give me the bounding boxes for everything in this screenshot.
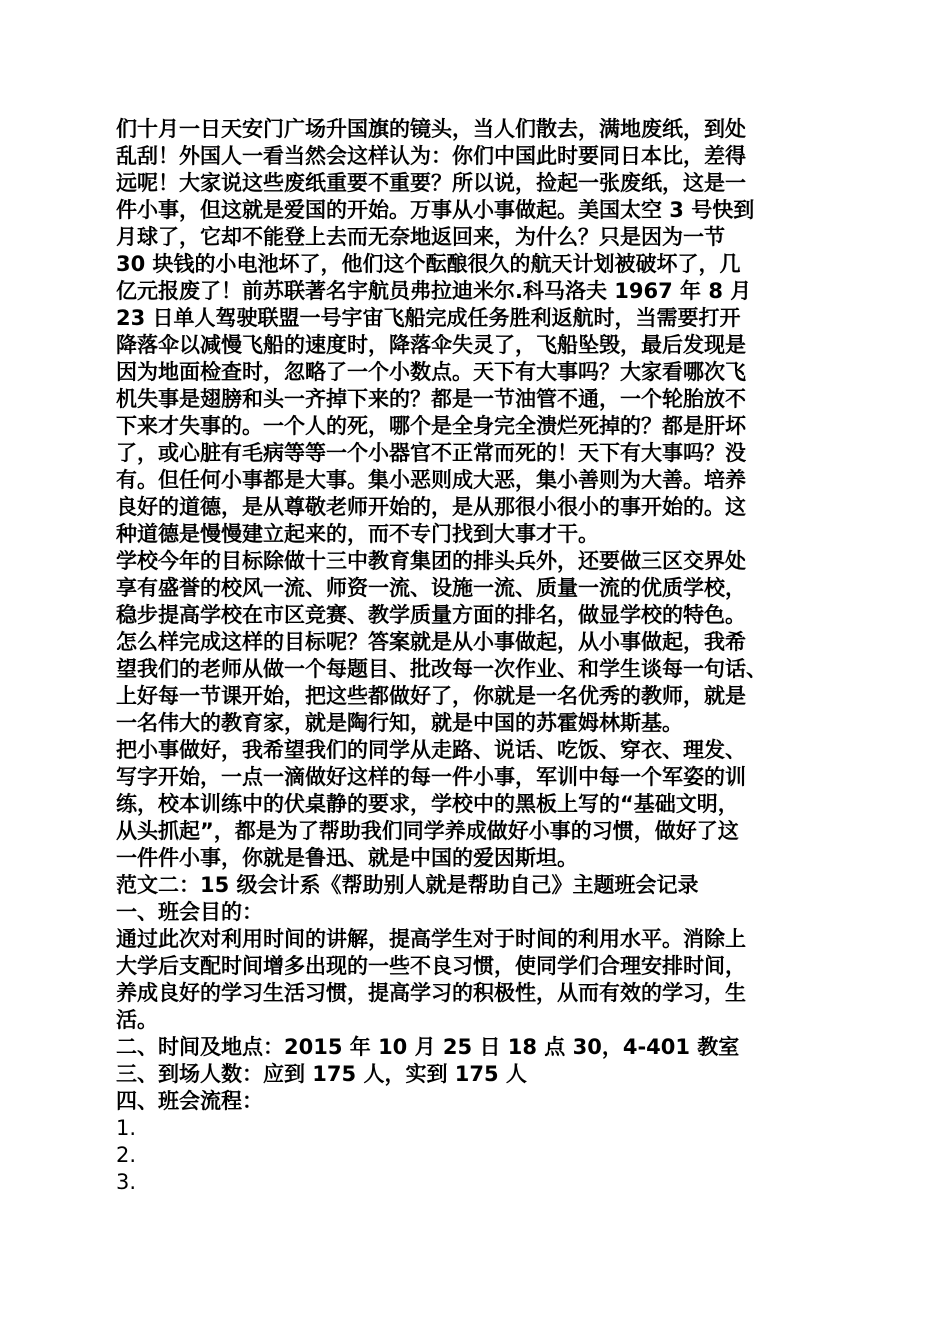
paragraph-meeting-purpose bbox=[116, 926, 842, 1034]
text-line: 把小事做好，我希望我们的同学从走路、说话、吃饭、穿衣、理发、 bbox=[116, 738, 746, 762]
text-line: 从头抓起”，都是为了帮助我们同学养成做好小事的习惯，做好了这 bbox=[116, 819, 739, 843]
text-line: 写字开始，一点一滴做好这样的每一件小事，军训中每一个军姿的训 bbox=[116, 765, 746, 789]
text-line: 怎么样完成这样的目标呢？答案就是从小事做起，从小事做起，我希 bbox=[116, 630, 746, 654]
paragraph-students-habits bbox=[116, 737, 842, 872]
heading-meeting-process bbox=[116, 1088, 842, 1115]
process-list bbox=[116, 1115, 842, 1196]
text-line: 活。 bbox=[116, 1008, 158, 1032]
text-line: 范文二：15 级会计系《帮助别人就是帮助自己》主题班会记录 bbox=[116, 873, 699, 897]
text-line: 降落伞以减慢飞船的速度时，降落伞失灵了，飞船坠毁，最后发现是 bbox=[116, 333, 746, 357]
text-line: 了，或心脏有毛病等等一个小器官不正常而死的！天下有大事吗？没 bbox=[116, 441, 746, 465]
paragraph-small-things-patriotism bbox=[116, 116, 842, 548]
text-line: 享有盛誉的校风一流、师资一流、设施一流、质量一流的优质学校， bbox=[116, 576, 746, 600]
text-line: 通过此次对利用时间的讲解，提高学生对于时间的利用水平。消除上 bbox=[116, 927, 746, 951]
text-line: 23 日单人驾驶联盟一号宇宙飞船完成任务胜利返航时，当需要打开 bbox=[116, 306, 741, 330]
text-line: 月球了，它却不能登上去而无奈地返回来，为什么？只是因为一节 bbox=[116, 225, 725, 249]
text-line: 大学后支配时间增多出现的一些不良习惯，使同学们合理安排时间， bbox=[116, 954, 746, 978]
text-line: 上好每一节课开始，把这些都做好了，你就是一名优秀的教师，就是 bbox=[116, 684, 746, 708]
text-line: 一、班会目的： bbox=[116, 900, 263, 924]
text-line: 乱刮！外国人一看当然会这样认为：你们中国此时要同日本比，差得 bbox=[116, 144, 746, 168]
text-line: 有。但任何小事都是大事。集小恶则成大恶，集小善则为大善。培养 bbox=[116, 468, 746, 492]
heading-time-place bbox=[116, 1034, 842, 1061]
heading-meeting-purpose bbox=[116, 899, 842, 926]
text-line: 四、班会流程： bbox=[116, 1089, 263, 1113]
text-line: 学校今年的目标除做十三中教育集团的排头兵外，还要做三区交界处 bbox=[116, 549, 746, 573]
paragraph-school-goals bbox=[116, 548, 842, 737]
text-line: 一名伟大的教育家，就是陶行知，就是中国的苏霍姆林斯基。 bbox=[116, 711, 683, 735]
text-line: 望我们的老师从做一个每题目、批改每一次作业、和学生谈每一句话、 bbox=[116, 657, 767, 681]
text-line: 们十月一日天安门广场升国旗的镜头，当人们散去，满地废纸，到处 bbox=[116, 117, 746, 141]
list-item: 2. bbox=[116, 1143, 137, 1167]
text-line: 稳步提高学校在市区竞赛、教学质量方面的排名，做显学校的特色。 bbox=[116, 603, 746, 627]
text-line: 练，校本训练中的伏桌静的要求，学校中的黑板上写的“基础文明， bbox=[116, 792, 739, 816]
text-line: 机失事是翅膀和头一齐掉下来的？都是一节油管不通，一个轮胎放不 bbox=[116, 387, 746, 411]
text-line: 远呢！大家说这些废纸重要不重要？所以说，捡起一张废纸，这是一 bbox=[116, 171, 746, 195]
text-line: 种道德是慢慢建立起来的，而不专门找到大事才干。 bbox=[116, 522, 599, 546]
text-line: 亿元报废了！前苏联著名宇航员弗拉迪米尔.科马洛夫 1967 年 8 月 bbox=[116, 279, 752, 303]
text-line: 因为地面检查时，忽略了一个小数点。天下有大事吗？大家看哪次飞 bbox=[116, 360, 746, 384]
section-title-sample-two bbox=[116, 872, 842, 899]
heading-attendance bbox=[116, 1061, 842, 1088]
text-line: 三、到场人数：应到 175 人，实到 175 人 bbox=[116, 1062, 527, 1086]
list-item: 3. bbox=[116, 1170, 137, 1194]
text-line: 养成良好的学习生活习惯，提高学习的积极性，从而有效的学习，生 bbox=[116, 981, 746, 1005]
text-line: 下来才失事的。一个人的死，哪个是全身完全溃烂死掉的？都是肝坏 bbox=[116, 414, 746, 438]
document-body bbox=[116, 116, 842, 1196]
list-item: 1. bbox=[116, 1116, 137, 1140]
text-line: 二、时间及地点：2015 年 10 月 25 日 18 点 30，4-401 教室 bbox=[116, 1035, 740, 1059]
text-line: 一件件小事，你就是鲁迅、就是中国的爱因斯坦。 bbox=[116, 846, 578, 870]
text-line: 30 块钱的小电池坏了，他们这个酝酿很久的航天计划被破坏了，几 bbox=[116, 252, 741, 276]
text-line: 件小事，但这就是爱国的开始。万事从小事做起。美国太空 3 号快到 bbox=[116, 198, 755, 222]
text-line: 良好的道德，是从尊敬老师开始的，是从那很小很小的事开始的。这 bbox=[116, 495, 746, 519]
